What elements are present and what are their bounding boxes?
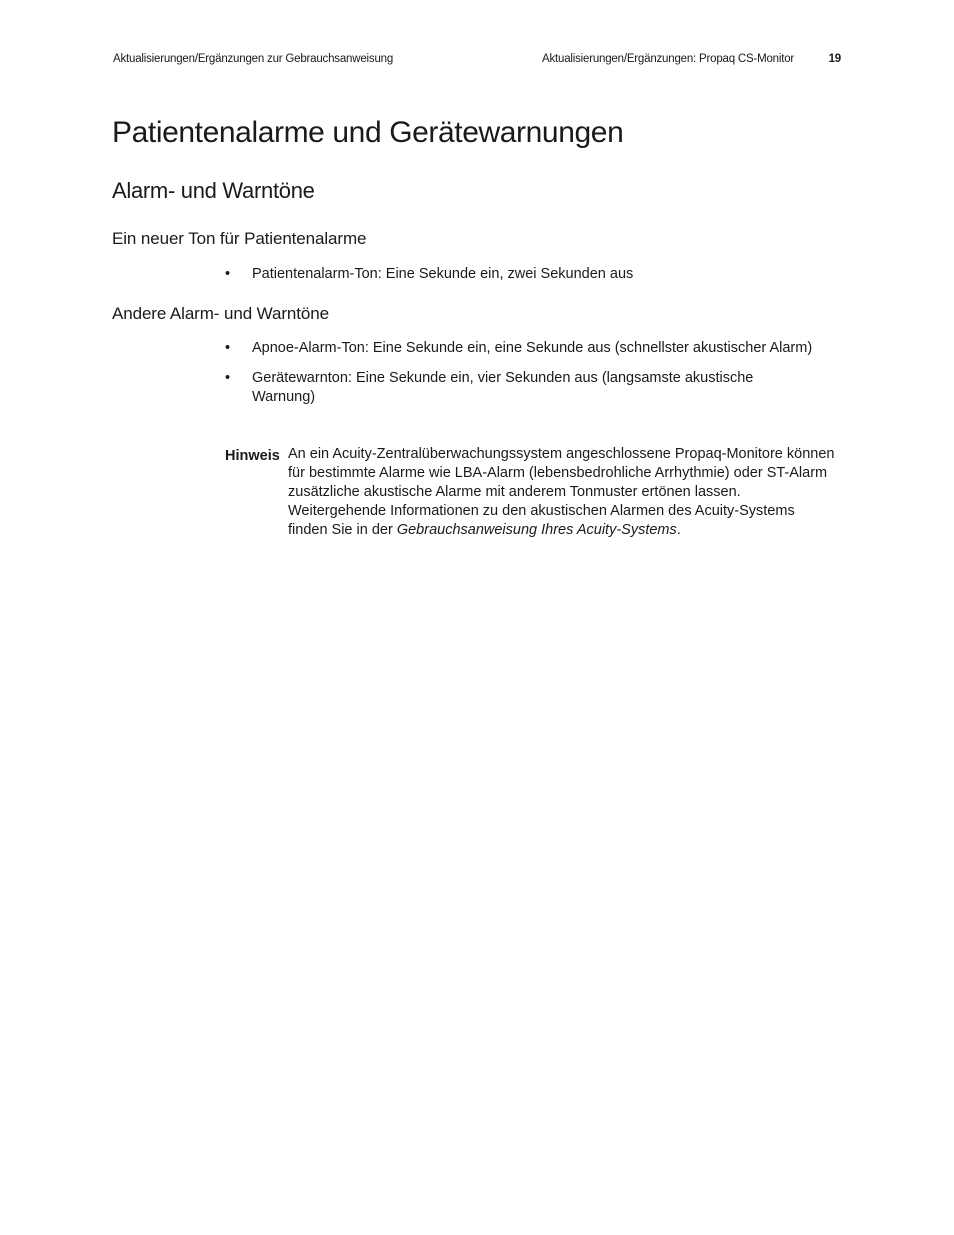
note-label: Hinweis: [225, 448, 280, 464]
bullet-marker: •: [225, 340, 231, 356]
note-text: [288, 445, 835, 540]
bullet-marker: •: [225, 370, 231, 386]
header-chapter-title: Aktualisierungen/Ergänzungen: Propaq CS-Monitor: [542, 53, 795, 65]
bullet-list-new-tone: [225, 265, 815, 295]
bullet-list-other-tones: [225, 339, 815, 418]
note-text-main: An ein Acuity-Zentralüberwachungssystem angeschlossene Propaq-Monitore können für bestimmte Alarme wie LBA-Alarm (lebensbedrohliche Arrhythmie) oder ST-Alarm zusätzliche akustische Alarme mit anderem Tonmuster ertönen lassen. Weitergehende Informationen zu den akustischen Alarmen des Acuity-Systems finden Sie in der: [288, 446, 835, 538]
subsection-title-other-tones: Andere Alarm- und Warntöne: [112, 304, 329, 323]
list-item: [225, 339, 815, 358]
page-title: Patientenalarme und Gerätewarnungen: [112, 116, 624, 149]
list-item-text: Apnoe-Alarm-Ton: Eine Sekunde ein, eine Sekunde aus (schnellster akustischer Alarm): [252, 340, 813, 356]
note-text-end: .: [676, 522, 681, 538]
bullet-marker: •: [225, 266, 231, 282]
list-item: [225, 265, 815, 284]
subsection-title-new-tone: Ein neuer Ton für Patientenalarme: [112, 229, 367, 248]
header-document-title: Aktualisierungen/Ergänzungen zur Gebrauchsanweisung: [113, 53, 394, 65]
list-item-text: Gerätewarnton: Eine Sekunde ein, vier Sekunden aus (langsamste akustische Warnung): [252, 370, 754, 405]
section-title: Alarm- und Warntöne: [112, 178, 315, 203]
list-item-text: Patientenalarm-Ton: Eine Sekunde ein, zwei Sekunden aus: [252, 266, 634, 282]
page-number: 19: [828, 53, 841, 65]
note-block: [225, 445, 835, 540]
page-header: [113, 53, 841, 69]
list-item: [225, 369, 815, 407]
note-reference: Gebrauchsanweisung Ihres Acuity-Systems: [396, 522, 677, 538]
